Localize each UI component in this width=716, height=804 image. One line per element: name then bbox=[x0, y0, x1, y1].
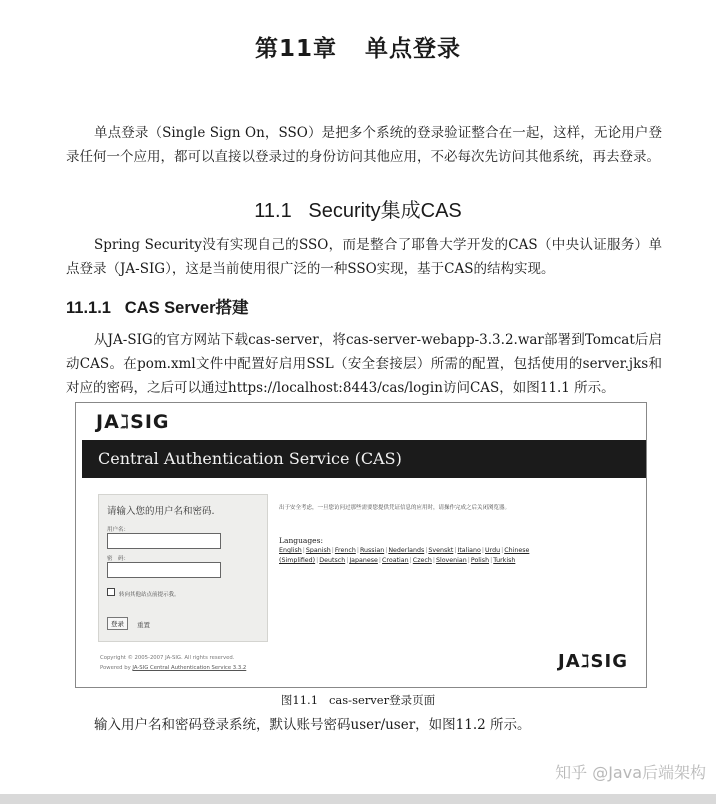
language-link[interactable]: Slovenian bbox=[435, 557, 467, 564]
language-link[interactable]: Urdu bbox=[485, 547, 501, 554]
remember-checkbox[interactable] bbox=[107, 588, 115, 596]
language-separator: | bbox=[490, 557, 493, 564]
language-separator: | bbox=[316, 557, 319, 564]
section-paragraph: Spring Security没有实现自己的SSO，而是整合了耶鲁大学开发的CAS（中央认证服务）单点登录（JA-SIG），这是当前使用很广泛的一种SSO实现，基于CAS的结构实现。 bbox=[66, 237, 662, 277]
jasig-logo: JAℷSIG bbox=[96, 411, 170, 433]
section-title: Security集成CAS bbox=[308, 200, 462, 222]
language-separator: | bbox=[501, 547, 504, 554]
language-link[interactable]: Italiano bbox=[457, 547, 481, 554]
section-number: 11.1 bbox=[254, 200, 292, 222]
subsection-title: CAS Server搭建 bbox=[124, 299, 249, 317]
language-link[interactable]: Turkish bbox=[493, 557, 516, 564]
languages-label: Languages: bbox=[279, 536, 324, 545]
chapter-number: 第11章 bbox=[254, 36, 337, 62]
reset-button[interactable]: 重置 bbox=[137, 621, 150, 629]
language-separator: | bbox=[454, 547, 457, 554]
intro-paragraph: 单点登录（Single Sign On，SSO）是把多个系统的登录验证整合在一起，这样，无论用户登录任何一个应用，都可以直接以登录过的身份访问其他应用，不必每次先访问其他系统，再去登录。 bbox=[66, 125, 662, 165]
language-link[interactable]: Chinese (Simplified) bbox=[279, 547, 530, 564]
username-input[interactable] bbox=[107, 533, 221, 549]
language-separator: | bbox=[346, 557, 349, 564]
chapter-heading bbox=[0, 30, 716, 63]
chapter-title: 单点登录 bbox=[365, 36, 461, 62]
subsection-number: 11.1.1 bbox=[66, 299, 111, 317]
username-label: 用户名： bbox=[107, 527, 130, 533]
section-heading bbox=[0, 194, 716, 223]
page-bottom-edge bbox=[0, 794, 716, 804]
powered-by: Powered by JA-SIG Central Authentication Service 3.3.2 bbox=[100, 665, 247, 671]
caption-text: cas-server登录页面 bbox=[328, 693, 436, 707]
closing-paragraph: 输入用户名和密码登录系统，默认账号密码user/user，如图11.2 所示。 bbox=[94, 717, 531, 733]
language-link[interactable]: English bbox=[279, 547, 302, 554]
cas-banner: Central Authentication Service (CAS) bbox=[82, 440, 646, 478]
language-link[interactable]: Svenskt bbox=[428, 547, 454, 554]
language-link[interactable]: Czech bbox=[412, 557, 432, 564]
language-separator: | bbox=[467, 557, 470, 564]
language-separator: | bbox=[481, 547, 484, 554]
password-input[interactable] bbox=[107, 562, 221, 578]
language-link[interactable]: Spanish bbox=[305, 547, 331, 554]
remember-label: 转向其他站点前提示我。 bbox=[119, 592, 180, 598]
language-link[interactable]: French bbox=[334, 547, 356, 554]
language-link[interactable]: Deutsch bbox=[319, 557, 346, 564]
footer-text bbox=[100, 653, 246, 673]
language-link[interactable]: Nederlands bbox=[388, 547, 425, 554]
language-separator: | bbox=[425, 547, 428, 554]
subsection-heading bbox=[66, 294, 249, 318]
security-notice: 出于安全考虑，一旦您访问过那些需要您提供凭证信息的应用时，请操作完成之后关闭浏览器。 bbox=[279, 505, 511, 511]
cas-login-figure bbox=[75, 402, 647, 688]
watermark: 知乎 @Java后端架构 bbox=[555, 763, 706, 782]
password-label: 密 码： bbox=[107, 556, 130, 562]
language-link[interactable]: Russian bbox=[359, 547, 385, 554]
languages-block bbox=[279, 536, 565, 566]
caption-number: 图11.1 bbox=[280, 693, 319, 707]
language-separator: | bbox=[378, 557, 382, 564]
footer-jasig-logo: JAℷSIG bbox=[558, 651, 628, 672]
login-title: 请输入您的用户名和密码. bbox=[107, 506, 215, 517]
login-button[interactable]: 登录 bbox=[107, 617, 128, 630]
language-link[interactable]: Polish bbox=[470, 557, 490, 564]
language-separator: | bbox=[409, 557, 412, 564]
copyright-text: Copyright © 2005-2007 JA-SIG. All rights reserved. bbox=[100, 655, 235, 661]
subsection-paragraph: 从JA-SIG的官方网站下载cas-server，将cas-server-webapp-3.3.2.war部署到Tomcat后启动CAS。在pom.xml文件中配置好启用SSL（安全套接层）所需的配置，包括使用的server.jks和对应的密码，之后可以通过https://localhost:8443/cas/login访问CAS，如图11.1 所示。 bbox=[66, 332, 662, 396]
powered-by-link[interactable]: JA-SIG Central Authentication Service 3.3.2 bbox=[132, 665, 247, 671]
language-separator: | bbox=[356, 547, 359, 554]
language-separator: | bbox=[331, 547, 334, 554]
language-link[interactable]: Japanese bbox=[349, 557, 378, 564]
languages-list bbox=[279, 546, 565, 566]
login-box bbox=[98, 494, 268, 642]
language-separator: | bbox=[385, 547, 388, 554]
language-separator: | bbox=[302, 547, 305, 554]
language-separator: | bbox=[432, 557, 435, 564]
language-link[interactable]: Croatian bbox=[382, 557, 409, 564]
figure-caption bbox=[0, 692, 716, 708]
